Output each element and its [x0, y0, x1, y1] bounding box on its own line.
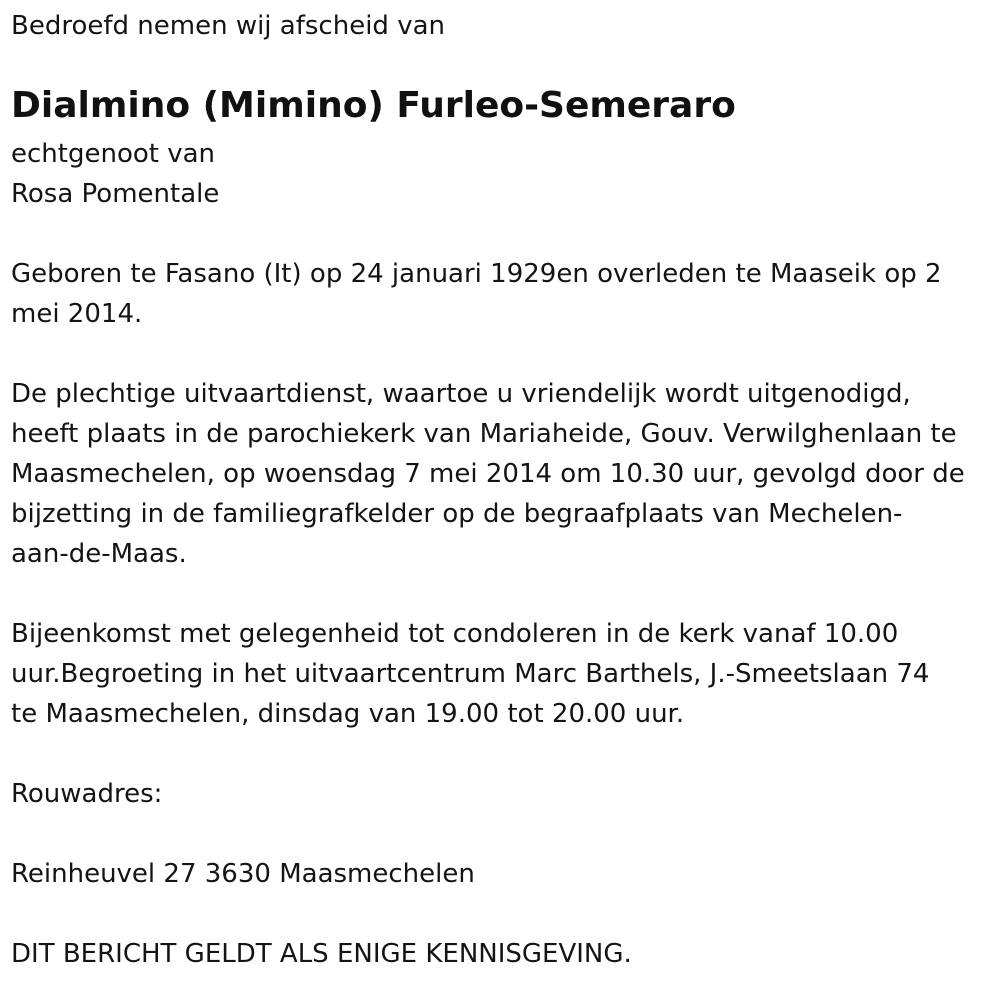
- spouse-name: Rosa Pomentale: [11, 179, 220, 209]
- spouse-label: echtgenoot van: [11, 139, 216, 169]
- funeral-paragraph: [11, 374, 965, 574]
- funeral-line: Maasmechelen, op woensdag 7 mei 2014 om 10.30 uur, gevolgd door de: [11, 459, 965, 489]
- gathering-paragraph: [11, 614, 929, 734]
- birth-line: mei 2014.: [11, 299, 143, 329]
- deceased-name: Dialmino (Mimino) Furleo-Semeraro: [11, 85, 736, 126]
- funeral-line: bijzetting in de familiegrafkelder op de begraafplaats van Mechelen-: [11, 499, 903, 529]
- gathering-line: Bijeenkomst met gelegenheid tot condoleren in de kerk vanaf 10.00: [11, 619, 899, 649]
- mourning-address: Reinheuvel 27 3630 Maasmechelen: [11, 859, 475, 889]
- funeral-line: aan-de-Maas.: [11, 539, 187, 569]
- birth-death-paragraph: [11, 254, 942, 334]
- intro-text: Bedroefd nemen wij afscheid van: [11, 11, 445, 41]
- closing-statement: DIT BERICHT GELDT ALS ENIGE KENNISGEVING.: [11, 939, 632, 969]
- funeral-line: heeft plaats in de parochiekerk van Mariaheide, Gouv. Verwilghenlaan te: [11, 419, 957, 449]
- address-label: Rouwadres:: [11, 779, 163, 809]
- birth-line: Geboren te Fasano (It) op 24 januari 1929en overleden te Maaseik op 2: [11, 259, 942, 289]
- funeral-line: De plechtige uitvaartdienst, waartoe u vriendelijk wordt uitgenodigd,: [11, 379, 911, 409]
- gathering-line: uur.Begroeting in het uitvaartcentrum Marc Barthels, J.-Smeetslaan 74: [11, 659, 930, 689]
- gathering-line: te Maasmechelen, dinsdag van 19.00 tot 20.00 uur.: [11, 699, 685, 729]
